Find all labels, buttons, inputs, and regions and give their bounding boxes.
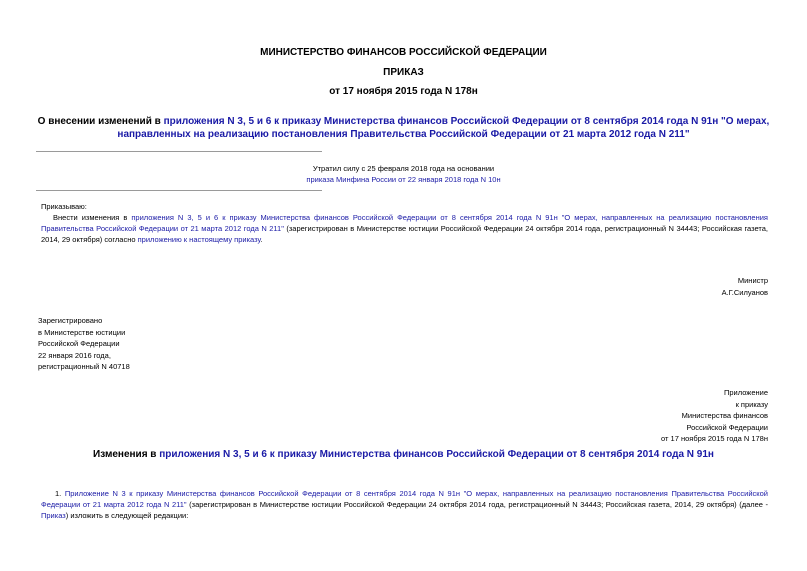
- order-body-paragraph: [41, 212, 768, 245]
- registration-line-5: регистрационный N 40718: [38, 362, 130, 371]
- item-1-order-link[interactable]: Приказ: [41, 511, 66, 520]
- registration-block: [38, 315, 130, 373]
- appendix-block: [560, 387, 768, 445]
- body-end: .: [260, 235, 263, 244]
- body-link-appendix[interactable]: приложению к настоящему приказу: [137, 235, 261, 244]
- registration-line-3: Российской Федерации: [38, 339, 120, 348]
- changes-title: [0, 449, 807, 460]
- item-1-end: ) изложить в следующей редакции:: [65, 511, 189, 520]
- order-date-number: от 17 ноября 2015 года N 178н: [329, 86, 478, 97]
- changes-title-link[interactable]: приложения N 3, 5 и 6 к приказу Министерства финансов Российской Федерации от 8 сентября 2014 года N 91н: [159, 449, 714, 460]
- appendix-line-4: Российской Федерации: [686, 422, 768, 432]
- signature-position: Министр: [737, 276, 768, 285]
- registration-line-1: Зарегистрировано: [38, 316, 103, 325]
- changes-title-prefix: Изменения в: [93, 449, 160, 460]
- registration-line-2: в Министерстве юстиции: [38, 327, 126, 337]
- appendix-line-5: от 17 ноября 2015 года N 178н: [661, 434, 768, 443]
- appendix-line-1: Приложение: [724, 388, 768, 397]
- doc-type-heading: ПРИКАЗ: [383, 67, 424, 78]
- body-start: Внести изменения в: [53, 213, 132, 222]
- body-middle: (зарегистрирован в Министерстве юстиции Российской Федерации 24 октября 2014 года, регистрационный N 34443; Российская газета, 2014, 29 октября) согласно: [41, 224, 769, 244]
- status-line: Утратил силу с 25 февраля 2018 года на основании: [312, 164, 495, 173]
- ministry-heading: МИНИСТЕРСТВО ФИНАНСОВ РОССИЙСКОЙ ФЕДЕРАЦИИ: [260, 47, 547, 58]
- appendix-line-2: к приказу: [735, 399, 768, 409]
- item-1-middle: (зарегистрирован в Министерстве юстиции Российской Федерации 24 октября 2014 года, регистрационный N 34443; Российская газета, 2014, 29 октября) (далее -: [186, 500, 769, 509]
- divider-bottom: [36, 190, 322, 191]
- body-link-amended-appendices[interactable]: приложения N 3, 5 и 6 к приказу Министерства финансов Российской Федерации от 8 сентября 2014 года N 91н "О мерах, направленных на реализацию постановления Правительства Российской Федерации от 21 марта 2012 года N 211": [41, 213, 768, 233]
- appendix-line-3: Министерства финансов: [681, 411, 768, 420]
- item-1-number: 1.: [55, 489, 65, 498]
- item-1-link[interactable]: Приложение N 3 к приказу Министерства финансов Российской Федерации от 8 сентября 2014 года N 91н "О мерах, направленных на реализацию постановления Правительства Российской Федерации от 21 марта 2012 года N 211": [41, 489, 769, 509]
- registration-line-4: 22 января 2016 года,: [38, 350, 111, 360]
- signature-block: [560, 275, 768, 298]
- divider-top: [36, 151, 322, 152]
- signature-name: А.Г.Силуанов: [721, 287, 768, 297]
- status-note: [0, 163, 807, 185]
- order-title: [35, 115, 772, 141]
- title-link[interactable]: приложения N 3, 5 и 6 к приказу Министерства финансов Российской Федерации от 8 сентября 2014 года N 91н "О мерах, направленных на реализацию постановления Правительства Российской Федерации от 21 марта 2012 года N 211": [117, 116, 770, 140]
- item-1-paragraph: [41, 488, 768, 521]
- status-link[interactable]: приказа Минфина России от 22 января 2018 года N 10н: [306, 175, 501, 184]
- order-intro: Приказываю:: [41, 202, 87, 211]
- title-prefix: О внесении изменений в: [37, 116, 164, 127]
